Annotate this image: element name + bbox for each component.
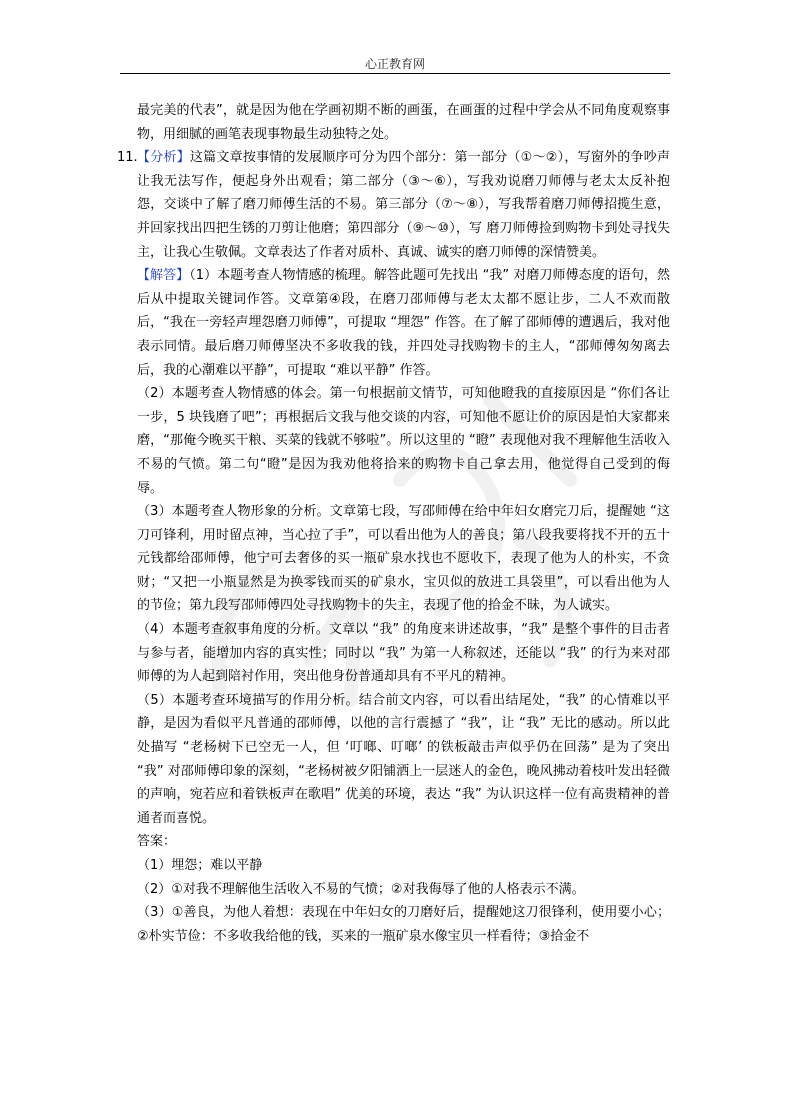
page-header-title: 心正教育网 bbox=[364, 57, 425, 71]
answer-tag: 【解答】 bbox=[137, 268, 190, 284]
analysis-tag: 【分析】 bbox=[137, 150, 190, 166]
analysis-text: 这篇文章按事情的发展顺序可分为四个部分：第一部分（①～②），写窗外的争吵声让我无法写作，便起身外出观看；第二部分（③～⑥），写我劝说磨刀师傅与老太太反补抱怨，交谈中了解了磨刀师傅生活的不易。第三部分（⑦～⑧），写我帮着磨刀师傅招揽生意，并回家找出四把生锈的刀剪让他磨；第四部分（⑨～⑩），写 磨刀师傅捡到购物卡到处寻找失主，让我心生敬佩。文章表达了作者对质朴、真诚、诚实的磨刀师傅的深情赞美。 bbox=[137, 150, 670, 260]
answer-paragraph-1 bbox=[137, 264, 670, 382]
document-body bbox=[117, 99, 670, 948]
answer-text-1: （1）本题考查人物情感的梳理。解答此题可先找出 “我” 对磨刀师傅态度的语句，然后从中提取关键词作答。文章第④段，在磨刀邵师傅与老太太都不愿让步，二人不欢而散后，“我在一旁轻声埋怨磨刀师傅”，可提取 “埋怨” 作答。在了解了邵师傅的遭遇后，我对他表示同情。最后磨刀师傅坚决不多收我的钱，并四处寻找购物卡的主人，“邵师傅匆匆离去后，我的心潮难以平静”，可提取 “难以平静” 作答。 bbox=[137, 268, 670, 378]
intro-paragraph: 最完美的代表”，就是因为他在学画初期不断的画蛋，在画蛋的过程中学会从不同角度观察事物，用细腻的画笔表现事物最生动独特之处。 bbox=[137, 103, 670, 142]
answer-key-2: （2）①对我不理解他生活收入不易的气愤；②对我侮辱了他的人格表示不满。 bbox=[137, 881, 585, 897]
answer-paragraph-2: （2）本题考查人物情感的体会。第一句根据前文情节，可知他瞪我的直接原因是 “你们各让一步，5 块钱磨了吧”；再根据后文我与他交谈的内容，可知他不愿让价的原因是怕大家都来磨，“那俺今晚买干粮、买菜的钱就不够啦”。所以这里的 “瞪” 表现他对我不理解他生活收入不易的气愤。第二句“瞪”是因为我劝他将拾来的购物卡自己拿去用，他觉得自己受到的侮辱。 bbox=[137, 386, 670, 496]
answer-key-label: 答案： bbox=[137, 834, 177, 850]
header-rule bbox=[120, 73, 670, 74]
answer-key-1: （1）埋怨；难以平静 bbox=[137, 858, 263, 873]
answer-paragraph-3: （3）本题考查人物形象的分析。文章第七段，写邵师傅在给中年妇女磨完刀后，提醒她 “这刀可锋利，用时留点神，当心拉了手”，可以看出他为人的善良；第八段我要将找不开的五十元钱都给邵师傅，他宁可去奢侈的买一瓶矿泉水找也不愿收下，表现了他为人的朴实，不贪财；“又把一小瓶显然是为换零钱而买的矿泉水，宝贝似的放进工具袋里”，可以看出他为人的节俭；第九段写邵师傅四处寻找购物卡的失主，表现了他的拾金不昧，为人诚实。 bbox=[137, 504, 670, 614]
answer-paragraph-4: （4）本题考查叙事角度的分析。文章以 “我” 的角度来讲述故事，“我” 是整个事件的目击者与参与者，能增加内容的真实性；同时以 “我” 为第一人称叙述，还能以 “我” 的行为来对邵师傅的为人起到陪衬作用，突出他身份普通却具有不平凡的精神。 bbox=[137, 622, 670, 685]
question-11-analysis bbox=[117, 146, 670, 264]
question-number: 11. bbox=[117, 150, 138, 166]
answer-paragraph-5: （5）本题考查环境描写的作用分析。结合前文内容，可以看出结尾处，“我” 的心情难以平静，是因为看似平凡普通的邵师傅，以他的言行震撼了 “我”，让 “我” 无比的感动。所以此处描写 “老杨树下已空无一人，但 ‘叮啷、叮啷’ 的铁板敲击声似乎仍在回荡” 是为了突出 “我” 对邵师傅印象的深刻，“老杨树被夕阳铺洒上一层迷人的金色，晚风拂动着枝叶发出轻微的声响，宛若应和着铁板声在歌唱” 优美的环境，表达 “我” 为认识这样一位有高贵精神的普通者而喜悦。 bbox=[137, 692, 670, 826]
answer-key-3: （3）①善良，为他人着想：表现在中年妇女的刀磨好后，提醒她这刀很锋利，使用要小心；②朴实节俭：不多收我给他的钱，买来的一瓶矿泉水像宝贝一样看待；③拾金不 bbox=[137, 905, 670, 944]
